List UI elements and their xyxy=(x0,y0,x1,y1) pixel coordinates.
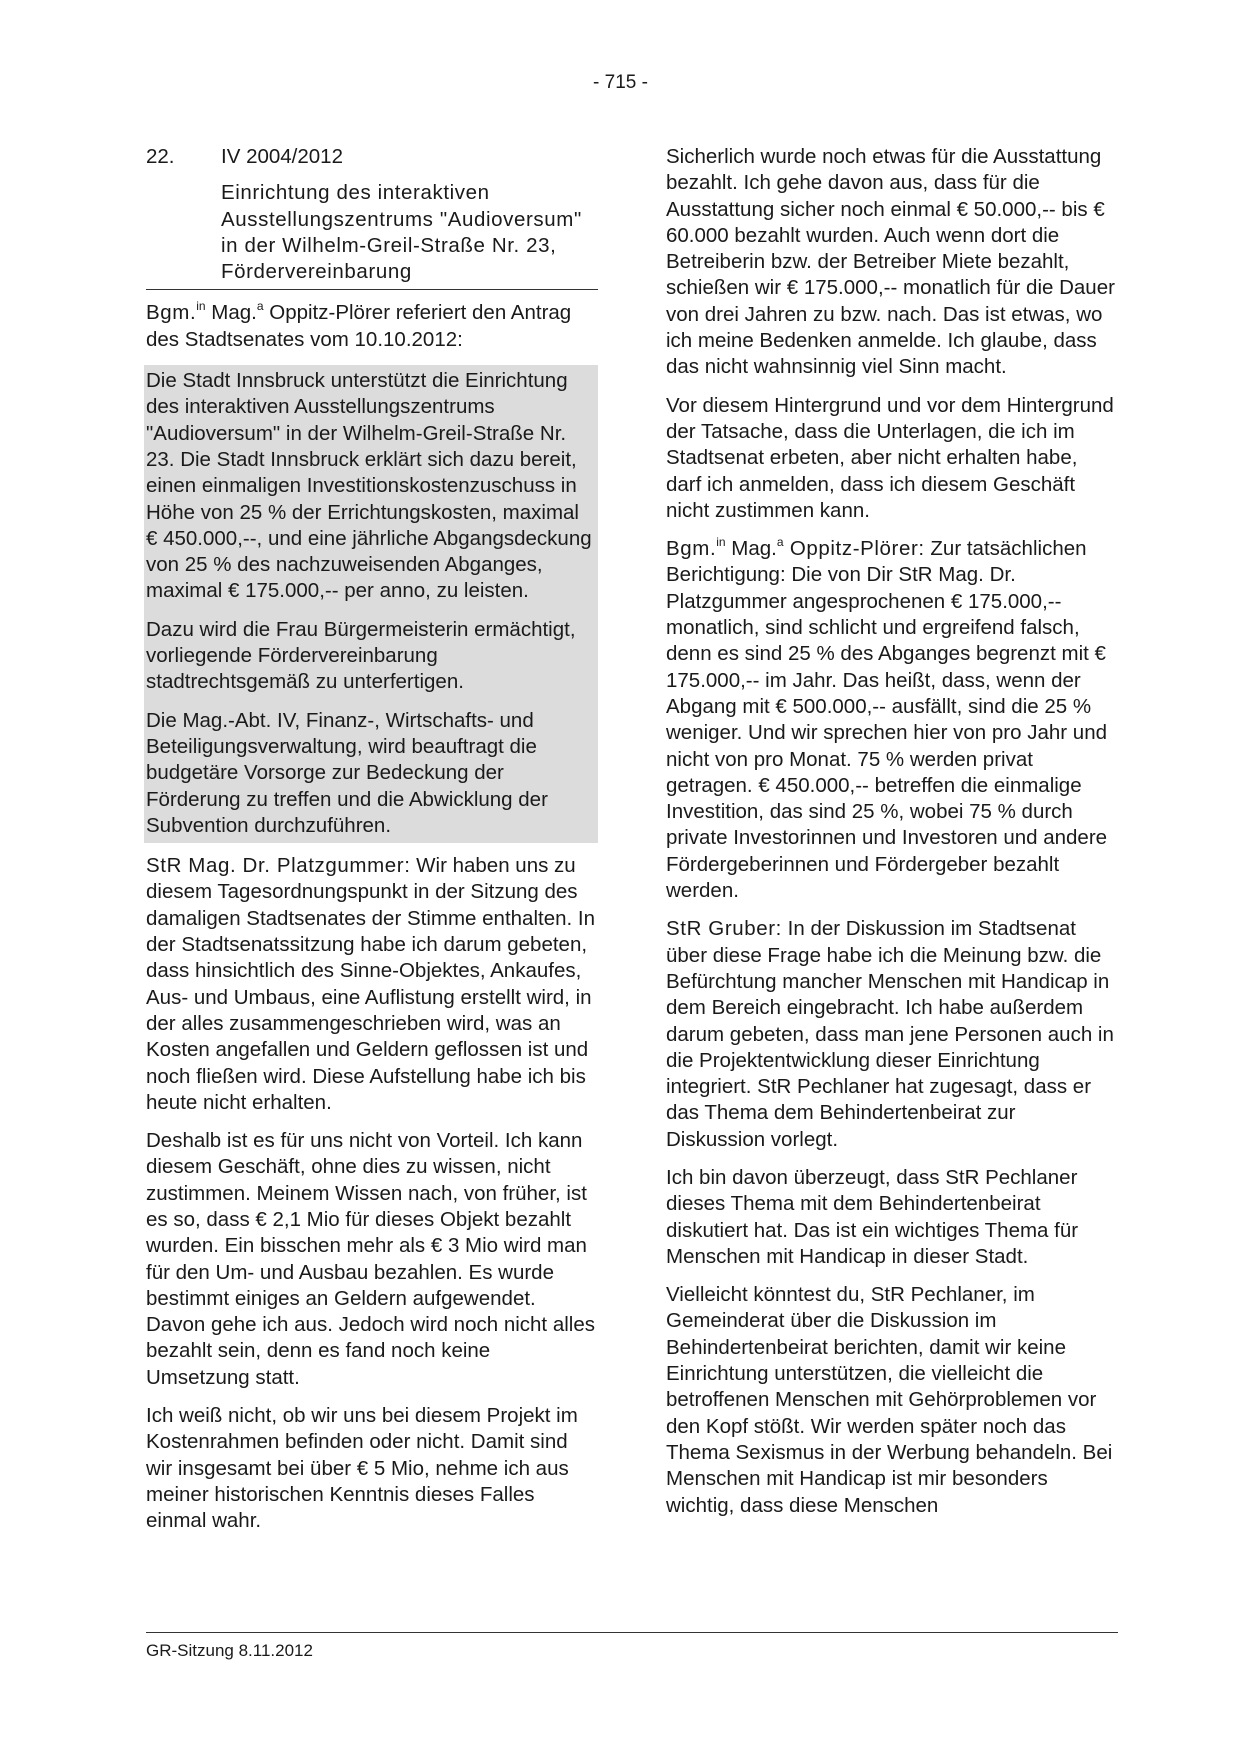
speech-paragraph: Deshalb ist es für uns nicht von Vorteil. Ich kann diesem Geschäft, ohne dies zu wissen, nicht zustimmen. Meinem Wissen nach, von früher, ist es so, dass € 2,1 Mio für dieses Objekt bezahlt wurden. Ein bisschen mehr als € 3 Mio wird man für den Um- und Ausbau bezahlen. Es wurde bestimmt einiges an Geldern aufgewendet. Davon gehe ich aus. Jedoch wird noch nicht alles bezahlt sein, denn es fand noch keine Umsetzung statt. xyxy=(146,1129,595,1389)
agenda-item-code: IV 2004/2012 xyxy=(221,145,343,168)
speaker-sup-in: in xyxy=(716,535,726,550)
intro-mag: Mag. xyxy=(205,301,257,325)
page-number: - 715 - xyxy=(593,72,648,93)
speech-text: In der Diskussion im Stadtsenat über diese Frage habe ich die Meinung bzw. die Befürchtung mancher Menschen mit Handicap in dem Bereich eingebracht. Ich habe außerdem darum gebeten, dass man jene Personen auch in die Projektentwicklung dieser Einrichtung integriert. StR Pechlaner hat zugesagt, dass er das Thema dem Behindertenbeirat zur Diskussion vorlegt. xyxy=(666,917,1114,1151)
speaker-sup-a: a xyxy=(776,535,784,550)
speech-oppitz-ploerer xyxy=(666,536,1118,904)
footer-session-date: GR-Sitzung 8.11.2012 xyxy=(146,1641,313,1660)
speech-paragraph: Sicherlich wurde noch etwas für die Ausstattung bezahlt. Ich gehe davon aus, dass für die Ausstattung sicher noch einmal € 50.000,-- bis € 60.000 bezahlt wurden. Auch wenn dort die Betreiberin bzw. der Betreiber Miete bezahlt, schießen wir € 175.000,-- monatlich für die Dauer von drei Jahren zu bzw. nach. Das ist etwas, wo ich meine Bedenken anmelde. Ich glaube, dass das nicht wahnsinnig viel Sinn macht. xyxy=(666,145,1115,379)
motion-paragraph: Dazu wird die Frau Bürgermeisterin ermächtigt, vorliegende Fördervereinbarung stadtrechtsgemäß zu unterfertigen. xyxy=(146,617,576,694)
intro-text: Oppitz-Plörer referiert den Antrag des Stadtsenates vom 10.10.2012: xyxy=(146,301,572,351)
left-column xyxy=(146,144,598,1547)
intro-sup-a: a xyxy=(256,299,264,314)
intro-sup-in: in xyxy=(196,299,206,314)
speech-text: Wir haben uns zu diesem Tagesordnungspunkt in der Sitzung des damaligen Stadtsenates der Stimme enthalten. In der Stadtsenatssitzung habe ich darum gebeten, dass hinsichtlich des Sinne-Objektes, Ankaufes, Aus- und Umbaus, eine Auflistung erstellt wird, in der alles zusammengeschrieben wird, was an Kosten angefallen und Geldern geflossen ist und noch fließen wird. Diese Aufstellung habe ich bis heute nicht erhalten. xyxy=(146,854,595,1114)
motion-box xyxy=(144,365,598,843)
speaker-name: Oppitz-Plörer: xyxy=(783,537,925,561)
speech-paragraph: Vielleicht könntest du, StR Pechlaner, im Gemeinderat über die Diskussion im Behindertenbeirat berichten, damit wir keine Einrichtung unterstützen, die vielleicht die betroffenen Menschen mit Gehörproblemen vor den Kopf stößt. Wir werden später noch das Thema Sexismus in der Werbung behandeln. Bei Menschen mit Handicap ist mir besonders wichtig, dass diese Menschen xyxy=(666,1283,1113,1517)
footer-divider xyxy=(146,1632,1118,1633)
intro-paragraph xyxy=(146,300,598,353)
motion-paragraph: Die Stadt Innsbruck unterstützt die Einrichtung des interaktiven Ausstellungszentrums "Audioversum" in der Wilhelm-Greil-Straße Nr. 23. Die Stadt Innsbruck erklärt sich dazu bereit, einen einmaligen Investitionskostenzuschuss in Höhe von 25 % der Errichtungskosten, maximal € 450.000,--, und eine jährliche Abgangsdeckung von 25 % des nachzuweisenden Abganges, maximal € 175.000,-- per anno, zu leisten. xyxy=(146,369,592,603)
speaker-gruber: StR Gruber: xyxy=(666,917,782,941)
speaker-mag: Mag. xyxy=(725,537,777,561)
speaker-platzgummer: StR Mag. Dr. Platzgummer: xyxy=(146,854,411,878)
motion-paragraph: Die Mag.-Abt. IV, Finanz-, Wirtschafts- und Beteiligungsverwaltung, wird beauftragt die budgetäre Vorsorge zur Bedeckung der Förderung zu treffen und die Abwicklung der Subvention durchzuführen. xyxy=(146,708,548,837)
agenda-item-heading xyxy=(146,144,598,290)
speech-gruber xyxy=(666,916,1118,1153)
speaker-prefix: Bgm. xyxy=(666,537,717,561)
speech-paragraph: Vor diesem Hintergrund und vor dem Hintergrund der Tatsache, dass die Unterlagen, die ich im Stadtsenat erbeten, aber nicht erhalten habe, darf ich anmelden, dass ich diesem Geschäft nicht zustimmen kann. xyxy=(666,393,1114,522)
speech-paragraph: Ich bin davon überzeugt, dass StR Pechlaner dieses Thema mit dem Behindertenbeirat diskutiert hat. Das ist ein wichtiges Thema für Menschen mit Handicap in dieser Stadt. xyxy=(666,1165,1079,1268)
agenda-item-title: Einrichtung des interaktiven Ausstellungszentrums "Audioversum" in der Wilhelm-Greil-Straße Nr. 23, Fördervereinbarung xyxy=(221,181,582,284)
intro-speaker-prefix: Bgm. xyxy=(146,301,197,325)
speech-paragraph: Ich weiß nicht, ob wir uns bei diesem Projekt im Kostenrahmen befinden oder nicht. Damit sind wir insgesamt bei über € 5 Mio, nehme ich aus meiner historischen Kenntnis dieses Falles einmal wahr. xyxy=(146,1404,578,1533)
agenda-item-number: 22. xyxy=(146,145,175,168)
speech-platzgummer xyxy=(146,853,598,1116)
speech-text: Zur tatsächlichen Berichtigung: Die von Dir StR Mag. Dr. Platzgummer angesprochenen € 175.000,-- monatlich, sind schlicht und ergreifend falsch, denn es sind 25 % des Abganges begrenzt mit € 175.000,-- im Jahr. Das heißt, dass, wenn der Abgang mit € 500.000,-- ausfällt, sind die 25 % weniger. Und wir sprechen hier von pro Jahr und nicht von pro Monat. 75 % werden privat getragen. € 450.000,-- betreffen die einmalige Investition, das sind 25 %, wobei 75 % durch private Investorinnen und Investoren und andere Fördergeberinnen und Fördergeber bezahlt werden. xyxy=(666,537,1108,903)
right-column xyxy=(666,144,1118,1531)
